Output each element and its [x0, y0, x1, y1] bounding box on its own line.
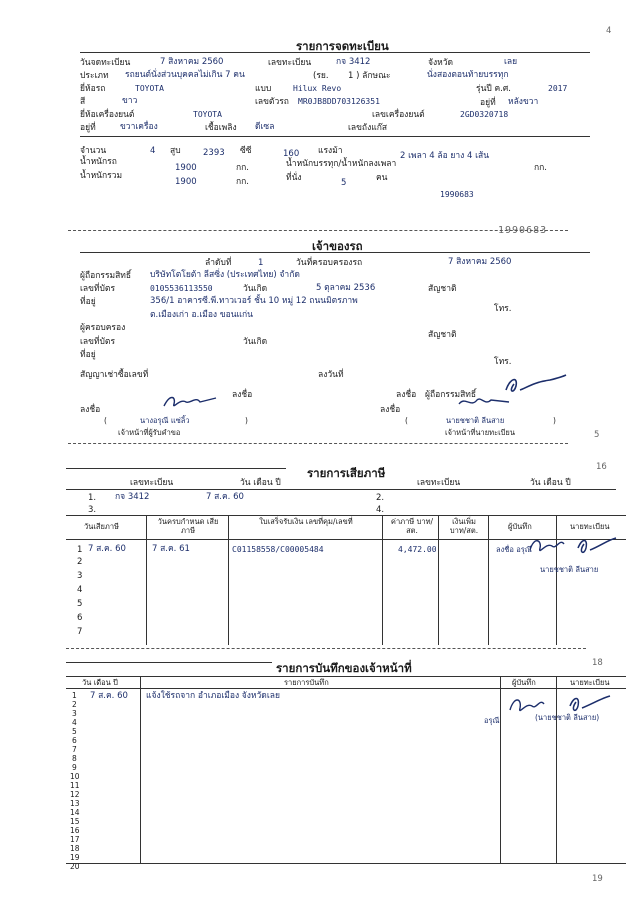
notes-row-number: 2 — [72, 700, 77, 709]
tax-head-amount: ค่าภาษี บาท/สต. — [390, 517, 434, 535]
tax-row1-date: 7 ส.ค. 60 — [206, 492, 244, 502]
possessor-label: ผู้ครอบครอง — [80, 323, 126, 333]
notes-table-bottom — [66, 863, 626, 864]
brand: TOYOTA — [135, 84, 164, 93]
displacement-unit: ซีซี — [240, 146, 252, 156]
horsepower-unit: แรงม้า — [318, 146, 343, 156]
engine-no: 2GD0320718 — [460, 110, 509, 119]
notes-row-number: 14 — [70, 808, 80, 817]
color-label: สี — [80, 97, 86, 107]
tax-col-plate-1: เลขทะเบียน — [130, 478, 174, 488]
notes-registrar-signature: (นายชชาติ ลีนสาย) — [535, 713, 600, 722]
birth-label: วันเกิด — [243, 284, 268, 294]
notes-row-number: 1 — [72, 691, 77, 700]
section-divider-2 — [68, 443, 568, 444]
possessor-nationality-label: สัญชาติ — [428, 330, 457, 340]
officer-name-open: ( — [104, 416, 107, 425]
weight-label: น้ำหนักรถ — [80, 157, 117, 167]
corner-page-number: 4 — [606, 26, 612, 36]
notes-row-number: 13 — [70, 799, 80, 808]
footer-page-number: 19 — [592, 874, 603, 884]
notes-row-number: 9 — [72, 763, 77, 772]
notes-row-number: 15 — [70, 817, 80, 826]
notes-row-number: 4 — [72, 718, 77, 727]
tax-head-recorder: ผู้บันทึก — [508, 522, 532, 531]
notes-recorder-signature: อรุณี — [484, 716, 500, 725]
type: รถยนต์นั่งส่วนบุคคลไม่เกิน 7 คน — [125, 70, 245, 80]
engine-brand: TOYOTA — [193, 110, 222, 119]
contract-date-label: ลงวันที่ — [318, 370, 344, 380]
owner-title-rule — [80, 252, 590, 253]
location: หลังขวา — [508, 97, 539, 107]
tax-recorder-signature-text: ลงชื่อ อรุณี — [496, 545, 532, 554]
notes-head-recorder: ผู้บันทึก — [512, 678, 536, 687]
province-label: จังหวัด — [428, 58, 454, 68]
notes-row-number: 11 — [70, 781, 80, 790]
location-label: อยู่ที่ — [480, 98, 496, 108]
cylinder-count: 4 — [150, 146, 156, 156]
tax-row-number: 1 — [77, 545, 83, 555]
notes-col-divider — [140, 676, 141, 863]
chassis: MR0JB8DD703126351 — [298, 97, 380, 106]
tax-row-number: 5 — [77, 599, 83, 609]
tax-table-top — [66, 515, 626, 516]
engine-location: ขวาเครื่อง — [120, 122, 158, 132]
tax-row-due-date: 7 ส.ค. 61 — [152, 544, 190, 554]
nationality-label: สัญชาติ — [428, 284, 457, 294]
registrar-name-close: ) — [553, 416, 556, 425]
notes-head-entry: รายการบันทึก — [284, 678, 329, 687]
holder-sign-label: ผู้ถือกรรมสิทธิ์ — [425, 390, 477, 400]
notes-row-number: 18 — [70, 844, 80, 853]
tax-col-divider — [382, 515, 383, 645]
order-label: ลำดับที่ — [205, 258, 232, 268]
notes-row-number: 3 — [72, 709, 77, 718]
tax-title-rule-left — [66, 468, 286, 469]
tax-row3-no: 3. — [88, 505, 97, 515]
possessor-address-label: ที่อยู่ — [80, 350, 96, 360]
possession-date-label: วันที่ครอบครองรถ — [296, 258, 363, 268]
registrar-name: นายชชาติ ลีนสาย — [446, 416, 505, 425]
gross-weight-unit: กก. — [236, 177, 249, 187]
tax-row4-no: 4. — [376, 505, 385, 515]
tax-col-divider — [438, 515, 439, 645]
possessor-phone-label: โทร. — [494, 357, 512, 367]
holder-name: บริษัทโตโยต้า ลีสซิ่ง (ประเทศไทย) จำกัด — [150, 270, 300, 280]
province: เลย — [504, 57, 518, 67]
tax-head-surcharge: เงินเพิ่ม บาท/สต. — [449, 517, 479, 535]
sign-label-2: ลงชื่อ — [396, 390, 417, 400]
order: 1 — [258, 258, 264, 268]
engine-brand-label: ยี่ห้อเครื่องยนต์ — [80, 110, 135, 120]
tax-row-amount: 4,472.00 — [398, 545, 437, 554]
axle-info: 2 เพลา 4 ล้อ ยาง 4 เส้น — [400, 151, 490, 161]
section-divider-1 — [68, 230, 568, 231]
margin-mark: 5 — [594, 430, 600, 440]
fuel: ดีเซล — [255, 122, 275, 132]
class-value: 1 ) ลักษณะ — [348, 71, 391, 81]
section-divider-3 — [66, 648, 586, 649]
body-type: นั่งสองตอนท้ายบรรทุก — [427, 70, 509, 80]
gross-weight-label: น้ำหนักรวม — [80, 171, 123, 181]
type-label: ประเภท — [80, 71, 109, 81]
notes-row-number: 20 — [70, 862, 80, 871]
tax-col-divider — [488, 515, 489, 645]
seat-count: 5 — [341, 178, 347, 188]
sign-label-1: ลงชื่อ — [232, 390, 253, 400]
officer-role: เจ้าหน้าที่ผู้รับคำขอ — [118, 428, 181, 437]
color: ขาว — [122, 96, 138, 106]
gross-weight: 1900 — [175, 177, 197, 187]
spec-rule — [80, 136, 590, 137]
tax-row-number: 6 — [77, 613, 83, 623]
address-line-1: 356/1 อาคารซี.พี.ทาวเวอร์ ชั้น 10 หมู่ 12 ถนนมิตรภาพ — [150, 296, 358, 306]
tax-row-receipt: C01158558/C00005484 — [232, 545, 324, 554]
tax-page-number: 16 — [596, 462, 607, 472]
model-label: แบบ — [255, 84, 272, 94]
tax-row-number: 4 — [77, 585, 83, 595]
seat-label: ที่นั่ง — [286, 173, 302, 183]
chassis-label: เลขตัวรถ — [255, 97, 289, 107]
id-number: 0105536113550 — [150, 284, 213, 293]
title-rule — [80, 52, 590, 53]
notes-row-number: 7 — [72, 745, 77, 754]
plate-label: เลขทะเบียน — [268, 58, 312, 68]
contract-label: สัญญาเช่าซื้อเลขที่ — [80, 370, 149, 380]
officer-name: นางอรุณี แซ่ลิ้ว — [140, 416, 190, 425]
tax-row-number: 7 — [77, 627, 83, 637]
class-label: (รย. — [313, 71, 329, 81]
notes-row-number: 19 — [70, 853, 80, 862]
engine-location-label: อยู่ที่ — [80, 123, 96, 133]
birth-date: 5 ตุลาคม 2536 — [316, 283, 376, 293]
tax-col-divider — [146, 515, 147, 645]
tax-col-date-2: วัน เดือน ปี — [530, 478, 571, 488]
tax-row-number: 2 — [77, 557, 83, 567]
weight-unit: กก. — [236, 163, 249, 173]
notes-row-number: 5 — [72, 727, 77, 736]
notes-head-registrar: นายทะเบียน — [570, 678, 610, 687]
tax-head-registrar: นายทะเบียน — [570, 522, 610, 531]
holder-label: ผู้ถือกรรมสิทธิ์ — [80, 271, 132, 281]
possessor-id-label: เลขที่บัตร — [80, 337, 116, 347]
plate: กจ 3412 — [336, 57, 371, 67]
registrar-signature — [455, 392, 515, 412]
tax-head-due: วันครบกำหนด เสียภาษี — [157, 517, 219, 535]
tax-row-paid-date: 7 ส.ค. 60 — [88, 544, 126, 554]
officer-name-close: ) — [245, 416, 248, 425]
tax-col-plate-2: เลขทะเบียน — [417, 478, 461, 488]
cylinder-label: จำนวน — [80, 146, 107, 156]
registrar-role: เจ้าหน้าที่นายทะเบียน — [445, 428, 515, 437]
officer-signature — [160, 392, 220, 412]
horsepower: 160 — [283, 149, 300, 159]
notes-page-number: 18 — [592, 658, 603, 668]
gas-tank-label: เลขถังแก๊ส — [348, 123, 388, 133]
address-label: ที่อยู่ — [80, 297, 96, 307]
possession-date: 7 สิงหาคม 2560 — [448, 257, 512, 267]
tax-header-rule — [66, 489, 616, 490]
tax-registrar-signature-text: นายชชาติ ลีนสาย — [540, 565, 599, 574]
cylinder-unit: สูบ — [170, 146, 181, 156]
notes-head-date: วัน เดือน ปี — [82, 678, 118, 687]
seat-unit: คน — [376, 173, 388, 183]
owner-title: เจ้าของรถ — [312, 239, 363, 253]
fuel-label: เชื้อเพลิง — [205, 123, 237, 133]
registration-title: รายการจดทะเบียน — [296, 39, 389, 53]
phone-label: โทร. — [494, 304, 512, 314]
notes-row-number: 8 — [72, 754, 77, 763]
sign-label-3: ลงชื่อ — [80, 405, 101, 415]
sign-label-4: ลงชื่อ — [380, 405, 401, 415]
notes-row-number: 10 — [70, 772, 80, 781]
document-serial: 1990683 — [440, 190, 474, 199]
model: Hilux Revo — [293, 84, 342, 93]
notes-row-number: 12 — [70, 790, 80, 799]
tax-title: รายการเสียภาษี — [307, 466, 386, 480]
notes-entry-text: แจ้งใช้รถจาก อำเภอเมือง จังหวัดเลย — [146, 691, 280, 701]
reg-date: 7 สิงหาคม 2560 — [160, 57, 224, 67]
load-unit: กก. — [534, 163, 547, 173]
engine-no-label: เลขเครื่องยนต์ — [372, 110, 425, 120]
weight: 1900 — [175, 163, 197, 173]
tax-head-receipt: ใบเสร็จรับเงิน เลขที่คุม/เลขที่ — [259, 517, 353, 526]
stamped-serial: 1990683 — [498, 225, 548, 236]
load-label: น้ำหนักบรรทุก/น้ำหนักลงเพลา — [286, 159, 397, 169]
notes-title: รายการบันทึกของเจ้าหน้าที่ — [276, 661, 412, 675]
address-line-2: ต.เมืองเก่า อ.เมือง ขอนแก่น — [150, 310, 253, 320]
notes-row-number: 16 — [70, 826, 80, 835]
id-label: เลขที่บัตร — [80, 284, 116, 294]
displacement: 2393 — [203, 148, 225, 158]
tax-row-number: 3 — [77, 571, 83, 581]
tax-col-date-1: วัน เดือน ปี — [240, 478, 281, 488]
year-label: รุ่นปี ค.ศ. — [476, 84, 511, 94]
tax-col-divider — [228, 515, 229, 645]
notes-row-number: 6 — [72, 736, 77, 745]
tax-row1-no: 1. — [88, 493, 97, 503]
tax-row2-no: 2. — [376, 493, 385, 503]
possessor-birth-label: วันเกิด — [243, 337, 268, 347]
year: 2017 — [548, 84, 568, 93]
notes-row-number: 17 — [70, 835, 80, 844]
tax-row1-plate: กจ 3412 — [115, 492, 150, 502]
notes-entry-date: 7 ส.ค. 60 — [90, 691, 128, 701]
notes-title-rule-left — [66, 662, 272, 663]
reg-date-label: วันจดทะเบียน — [80, 58, 131, 68]
notes-header-rule — [66, 688, 626, 689]
tax-head-paid: วันเสียภาษี — [84, 522, 119, 531]
registrar-name-open: ( — [405, 416, 408, 425]
brand-label: ยี่ห้อรถ — [80, 84, 106, 94]
notes-table-top — [66, 676, 626, 677]
